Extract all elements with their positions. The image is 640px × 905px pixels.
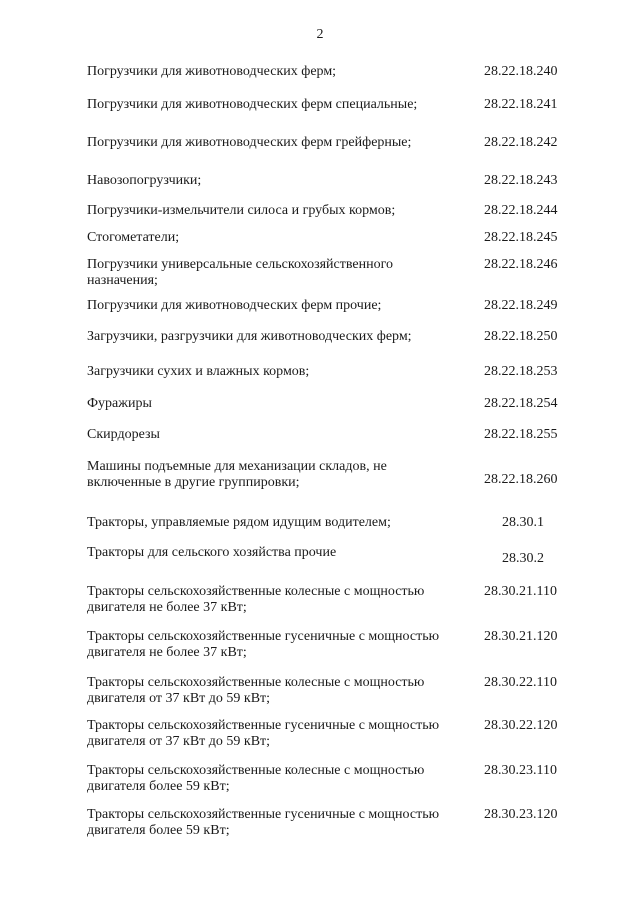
item-name: Погрузчики для животноводческих ферм прочие; [87, 298, 382, 313]
item-code: 28.30.21.120 [484, 629, 558, 644]
item-name: Тракторы сельскохозяйственные колесные с мощностью двигателя от 37 кВт до 59 кВт; [87, 675, 425, 706]
item-name: Погрузчики универсальные сельскохозяйственного назначения; [87, 257, 393, 288]
item-code: 28.22.18.241 [484, 97, 558, 112]
item-name: Загрузчики сухих и влажных кормов; [87, 364, 310, 379]
item-name: Тракторы для сельского хозяйства прочие [87, 545, 337, 560]
item-name: Погрузчики-измельчители силоса и грубых кормов; [87, 203, 396, 218]
item-code: 28.30.23.120 [484, 807, 558, 822]
item-name: Тракторы сельскохозяйственные гусеничные с мощностью двигателя более 59 кВт; [87, 807, 440, 838]
item-code: 28.22.18.244 [484, 203, 558, 218]
item-code: 28.30.21.110 [484, 584, 557, 599]
item-name: Тракторы сельскохозяйственные колесные с мощностью двигателя более 59 кВт; [87, 763, 425, 794]
item-name: Погрузчики для животноводческих ферм; [87, 64, 337, 79]
item-code: 28.22.18.253 [484, 364, 558, 379]
item-code: 28.22.18.260 [484, 472, 558, 487]
page-number: 2 [316, 27, 324, 42]
item-name: Скирдорезы [87, 427, 160, 442]
item-name: Тракторы сельскохозяйственные колесные с мощностью двигателя не более 37 кВт; [87, 584, 425, 615]
item-code: 28.22.18.246 [484, 257, 558, 272]
item-name: Машины подъемные для механизации складов, не включенные в другие группировки; [87, 459, 387, 490]
item-name: Погрузчики для животноводческих ферм специальные; [87, 97, 418, 112]
item-name: Погрузчики для животноводческих ферм грейферные; [87, 135, 412, 150]
item-name: Стогометатели; [87, 230, 180, 245]
item-code: 28.30.22.110 [484, 675, 557, 690]
item-code: 28.22.18.240 [484, 64, 558, 79]
item-code: 28.30.1 [502, 515, 544, 530]
item-name: Фуражиры [87, 396, 152, 411]
item-name: Загрузчики, разгрузчики для животноводческих ферм; [87, 329, 412, 344]
item-code: 28.22.18.255 [484, 427, 558, 442]
item-name: Тракторы, управляемые рядом идущим водителем; [87, 515, 391, 530]
item-code: 28.22.18.254 [484, 396, 558, 411]
item-code: 28.30.2 [502, 551, 544, 566]
item-name: Тракторы сельскохозяйственные гусеничные с мощностью двигателя не более 37 кВт; [87, 629, 440, 660]
item-code: 28.30.23.110 [484, 763, 557, 778]
item-name: Навозопогрузчики; [87, 173, 202, 188]
item-code: 28.22.18.249 [484, 298, 558, 313]
item-code: 28.22.18.242 [484, 135, 558, 150]
item-code: 28.30.22.120 [484, 718, 558, 733]
item-code: 28.22.18.245 [484, 230, 558, 245]
item-name: Тракторы сельскохозяйственные гусеничные с мощностью двигателя от 37 кВт до 59 кВт; [87, 718, 440, 749]
item-code: 28.22.18.243 [484, 173, 558, 188]
item-code: 28.22.18.250 [484, 329, 558, 344]
